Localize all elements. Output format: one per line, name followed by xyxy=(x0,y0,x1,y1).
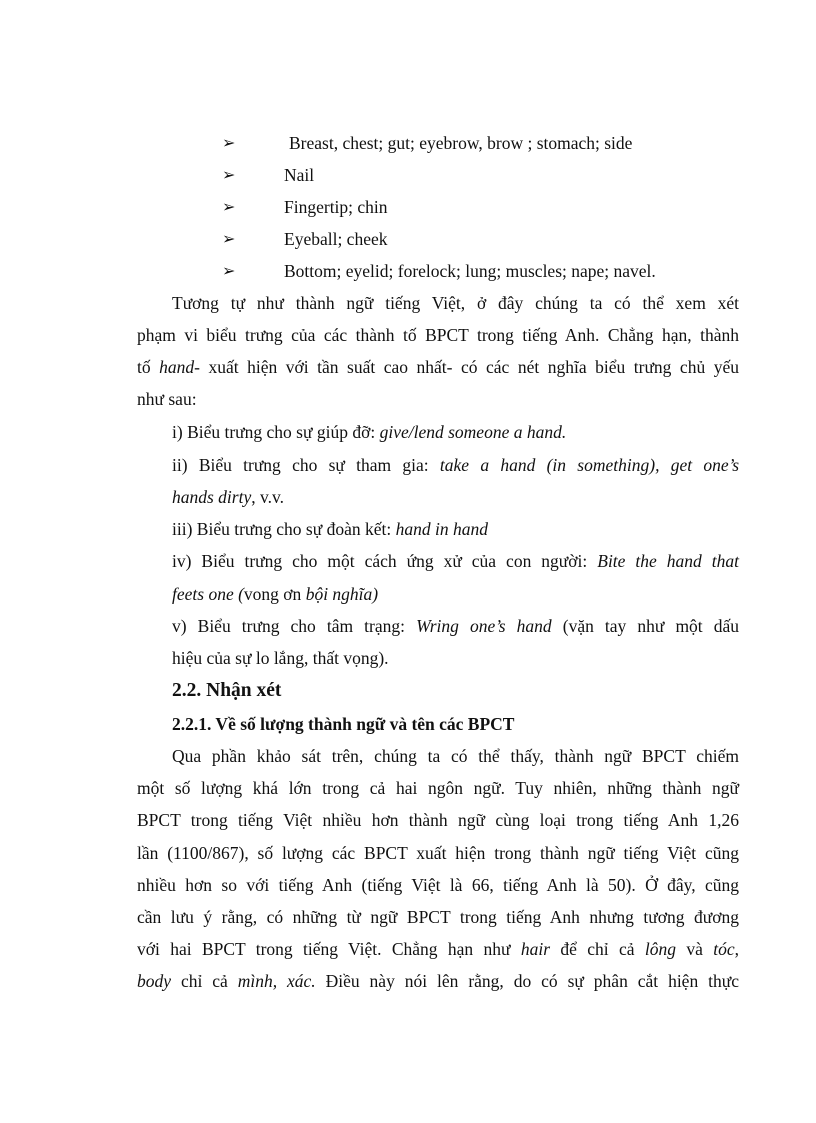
section-heading: 2.2. Nhận xét xyxy=(172,680,282,701)
paragraph-line: cần lưu ý rằng, có những từ ngữ BPCT trong tiếng Anh nhưng tương đương xyxy=(137,907,739,927)
paragraph-line: BPCT trong tiếng Việt nhiều hơn thành ngữ cùng loại trong tiếng Anh 1,26 xyxy=(137,810,739,830)
paragraph-line: nhiều hơn so với tiếng Anh (tiếng Việt là 66, tiếng Anh là 50). Ở đây, cũng xyxy=(137,875,739,895)
paragraph-line: như sau: xyxy=(137,389,197,409)
paragraph-line: với hai BPCT trong tiếng Việt. Chẳng hạn như hair để chỉ cả lông và tóc, xyxy=(137,939,739,959)
item-v-cont: hiệu của sự lo lắng, thất vọng). xyxy=(172,648,389,668)
arrow-bullet-icon: ➢ xyxy=(222,229,236,248)
list-item-text: Eyeball; cheek xyxy=(284,229,388,249)
paragraph-line: body chỉ cả mình, xác. Điều này nói lên rằng, do có sự phân cắt hiện thực xyxy=(137,971,739,991)
paragraph-line: lần (1100/867), số lượng các BPCT xuất hiện trong thành ngữ tiếng Việt cũng xyxy=(137,843,739,863)
arrow-bullet-icon: ➢ xyxy=(222,197,236,216)
subsection-heading: 2.2.1. Về số lượng thành ngữ và tên các BPCT xyxy=(172,714,515,734)
paragraph-line: một số lượng khá lớn trong cả hai ngôn ngữ. Tuy nhiên, những thành ngữ xyxy=(137,778,739,798)
list-item-text: Fingertip; chin xyxy=(284,197,388,217)
item-v: v) Biểu trưng cho tâm trạng: Wring one’s hand (vặn tay như một dấu xyxy=(172,616,740,636)
paragraph-line: phạm vi biểu trưng của các thành tố BPCT trong tiếng Anh. Chẳng hạn, thành xyxy=(137,325,739,345)
item-iii: iii) Biểu trưng cho sự đoàn kết: hand in hand xyxy=(172,519,488,539)
arrow-bullet-icon: ➢ xyxy=(222,133,236,152)
item-iv: iv) Biểu trưng cho một cách ứng xử của con người: Bite the hand that xyxy=(172,551,739,571)
paragraph-line: Tương tự như thành ngữ tiếng Việt, ở đây chúng ta có thể xem xét xyxy=(172,293,739,313)
paragraph-line: tố hand- xuất hiện với tần suất cao nhất- có các nét nghĩa biểu trưng chủ yếu xyxy=(137,357,739,377)
list-item-text: Breast, chest; gut; eyebrow, brow ; stomach; side xyxy=(289,133,633,153)
item-iv-cont: feets one (vong ơn bội nghĩa) xyxy=(172,584,379,604)
list-item-text: Bottom; eyelid; forelock; lung; muscles; nape; navel. xyxy=(284,261,656,281)
item-i: i) Biểu trưng cho sự giúp đỡ: give/lend someone a hand. xyxy=(172,422,567,442)
arrow-bullet-icon: ➢ xyxy=(222,261,236,280)
arrow-bullet-icon: ➢ xyxy=(222,165,236,184)
item-ii: ii) Biểu trưng cho sự tham gia: take a hand (in something), get one’s xyxy=(172,455,740,475)
list-item-text: Nail xyxy=(284,165,315,185)
paragraph-line: Qua phần khảo sát trên, chúng ta có thể thấy, thành ngữ BPCT chiếm xyxy=(172,746,739,766)
item-ii-cont: hands dirty, v.v. xyxy=(172,487,284,507)
